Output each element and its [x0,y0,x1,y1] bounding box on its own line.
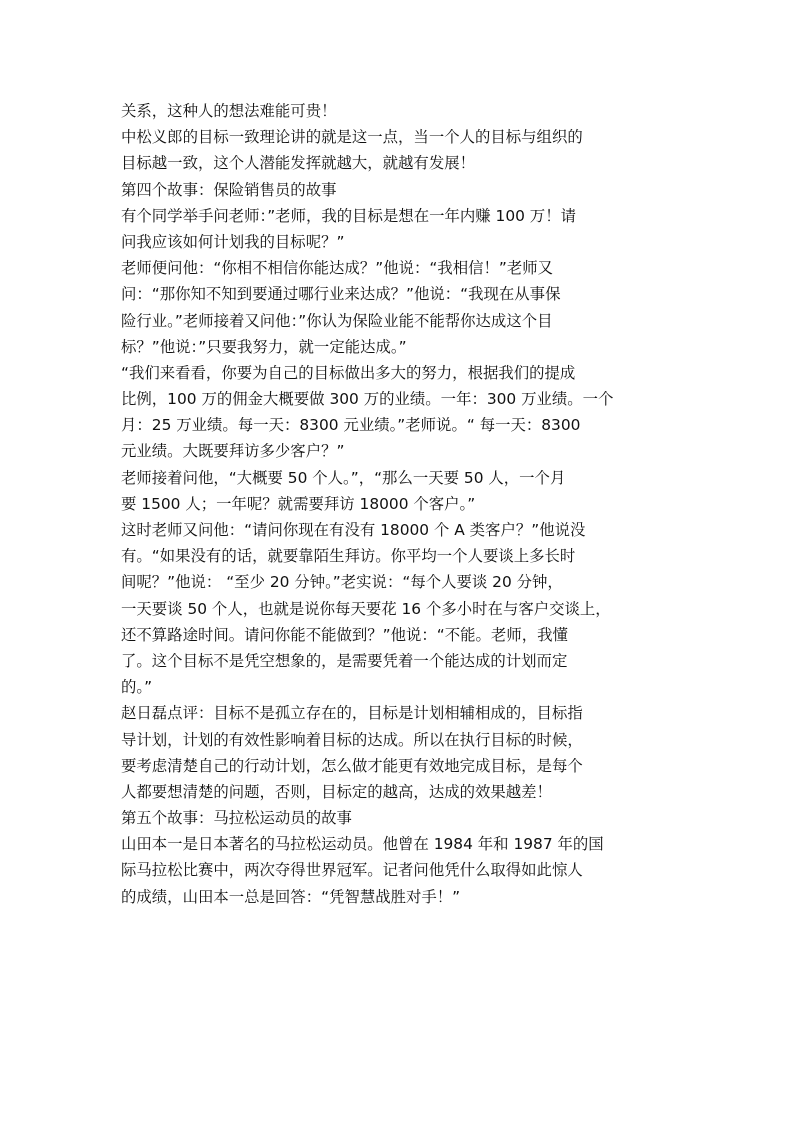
text-line: “我们来看看，你要为自己的目标做出多大的努力，根据我们的提成 [121,363,576,382]
text-line: 比例，100 万的佣金大概要做 300 万的业绩。一年：300 万业绩。一个 [121,390,614,409]
text-line: 有。“如果没有的话，就要靠陌生拜访。你平均一个人要谈上多长时 [121,547,576,566]
text-line: 标？”他说：”只要我努力，就一定能达成。” [121,337,407,356]
text-line: 间呢？”他说： “至少 20 分钟。”老实说：“每个人要谈 20 分钟， [121,573,563,592]
text-line: 问我应该如何计划我的目标呢？” [121,232,345,251]
text-line: 险行业。”老师接着又问他：”你认为保险业能不能帮你达成这个目 [121,311,553,330]
text-line: 问：“那你知不知到要通过哪行业来达成？”他说：“我现在从事保 [121,285,561,304]
text-line: 赵日磊点评：目标不是孤立存在的，目标是计划相辅相成的，目标指 [121,704,583,723]
text-line: 关系，这种人的想法难能可贵！ [121,102,337,120]
text-line: 老师接着问他，“大概要 50 个人。”，“那么一天要 50 人，一个月 [121,468,566,487]
text-line: 导计划，计划的有效性影响着目标的达成。所以在执行目标的时候， [121,730,583,749]
text-line: 第五个故事：马拉松运动员的故事 [121,809,352,828]
text-line: 目标越一致，这个人潜能发挥就越大，就越有发展！ [121,154,475,173]
text-line: 山田本一是日本著名的马拉松运动员。他曾在 1984 年和 1987 年的国 [121,835,604,854]
text-line: 际马拉松比赛中，两次夺得世界冠军。记者问他凭什么取得如此惊人 [121,861,583,880]
text-line: 的成绩，山田本一总是回答：“凭智慧战胜对手！” [121,887,461,906]
text-line: 有个同学举手问老师：”老师，我的目标是想在一年内赚 100 万！请 [121,206,576,225]
document-body [121,98,674,910]
text-line: 元业绩。大既要拜访多少客户？” [121,442,345,461]
text-line: 要 1500 人；一年呢？就需要拜访 18000 个客户。” [121,494,476,513]
text-line: 的。” [121,678,153,697]
text-line: 还不算路途时间。请问你能不能做到？”他说：“不能。老师，我懂 [121,625,568,644]
text-line: 人都要想清楚的问题，否则，目标定的越高，达成的效果越差！ [121,782,552,801]
text-line: 中松义郎的目标一致理论讲的就是这一点，当一个人的目标与组织的 [121,128,583,147]
text-line: 要考虑清楚自己的行动计划，怎么做才能更有效地完成目标，是每个 [121,756,583,775]
text-line: 老师便问他：“你相不相信你能达成？”他说：“我相信！”老师又 [121,259,554,278]
text-line: 这时老师又问他：“请问你现在有没有 18000 个 A 类客户？”他说没 [121,521,586,539]
text-line: 月：25 万业绩。每一天：8300 元业绩。”老师说。“ 每一天：8300 [121,416,581,435]
text-line: 一天要谈 50 个人，也就是说你每天要花 16 个多小时在与客户交谈上， [121,599,611,618]
text-line: 第四个故事：保险销售员的故事 [121,180,337,199]
text-line: 了。这个目标不是凭空想象的，是需要凭着一个能达成的计划而定 [121,651,568,670]
